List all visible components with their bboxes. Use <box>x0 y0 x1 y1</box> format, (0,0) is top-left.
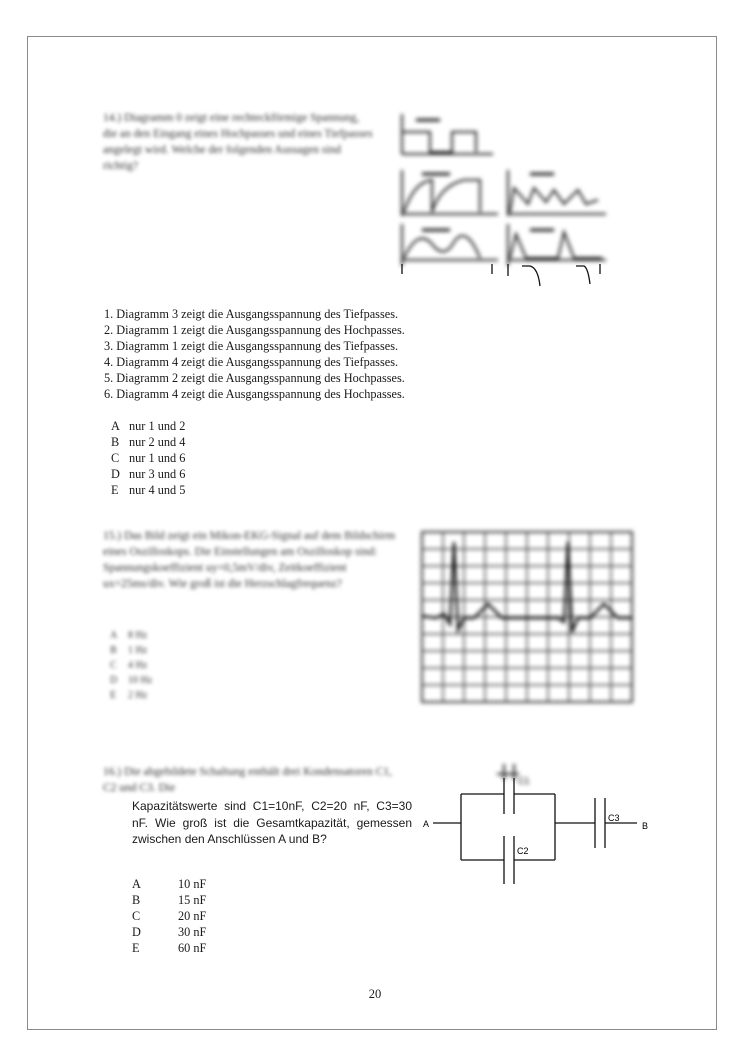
q16-answers <box>132 876 206 956</box>
q15-answers <box>110 628 152 703</box>
answer-option <box>110 643 152 658</box>
q14-answers <box>111 418 185 498</box>
answer-letter: E <box>110 690 117 701</box>
answer-text: nur 4 und 5 <box>129 483 186 497</box>
statement-6: 6. Diagramm 4 zeigt die Ausgangsspannung des Hochpasses. <box>104 387 405 402</box>
c1-label: C1 <box>518 776 530 786</box>
answer-text: 1 Hz <box>128 645 148 656</box>
answer-option <box>110 673 152 688</box>
answer-text: 10 Hz <box>128 675 153 686</box>
statement-1: 1. Diagramm 3 zeigt die Ausgangsspannung des Tiefpasses. <box>104 307 399 321</box>
q14-prompt: 14.) Diagramm 0 zeigt eine rechteckförmige Spannung, die an den Eingang eines Hochpasses und eines Tiefpasses angelegt wird. Welche der folgenden Aussagen sind richtig? <box>103 112 373 172</box>
terminal-b-label: B <box>642 821 649 831</box>
answer-letter: D <box>132 925 141 939</box>
page-number: 20 <box>368 987 382 1001</box>
answer-option <box>132 924 206 940</box>
q16-prompt: Kapazitätswerte sind C1=10nF, C2=20 nF, C3=30 nF. Wie groß ist die Gesamtkapazität, gemessen zwischen den Anschlüssen A und B? <box>132 799 412 846</box>
statement-5: 5. Diagramm 2 zeigt die Ausgangsspannung des Hochpasses. <box>104 371 405 386</box>
answer-option <box>110 658 152 673</box>
answer-text: nur 2 und 4 <box>129 435 186 449</box>
answer-letter: A <box>110 630 118 641</box>
answer-letter: B <box>110 645 117 656</box>
answer-option <box>111 434 185 450</box>
oscilloscope-ecg <box>418 528 638 708</box>
answer-option <box>110 628 152 643</box>
answer-text: nur 1 und 6 <box>129 451 186 465</box>
c3-label: C3 <box>608 813 620 823</box>
terminal-a-label: A <box>423 819 430 829</box>
answer-option <box>111 450 185 466</box>
answer-letter: B <box>132 893 141 907</box>
answer-text: 15 nF <box>178 893 207 907</box>
answer-letter: C <box>111 451 120 465</box>
answer-letter: B <box>111 435 120 449</box>
q16-prompt-hidden: 16.) Die abgebildete Schaltung enthält drei Kondensatoren C1, C2 und C3. Die <box>103 766 393 794</box>
answer-letter: A <box>132 877 141 891</box>
answer-option <box>111 482 185 498</box>
answer-letter: D <box>111 467 120 481</box>
answer-letter: C <box>110 660 117 671</box>
statement-2: 2. Diagramm 1 zeigt die Ausgangsspannung des Hochpasses. <box>104 323 405 338</box>
answer-option <box>132 876 206 892</box>
answer-text: nur 1 und 2 <box>129 419 186 433</box>
q14-statements <box>104 306 405 403</box>
answer-option <box>111 418 185 434</box>
answer-letter: E <box>132 941 140 955</box>
q14-diagram-tail <box>388 262 610 292</box>
answer-option <box>110 688 152 703</box>
statement-3: 3. Diagramm 1 zeigt die Ausgangsspannung des Tiefpasses. <box>104 339 399 354</box>
answer-text: 2 Hz <box>128 690 148 701</box>
answer-text: nur 3 und 6 <box>129 467 186 481</box>
q15-prompt: 15.) Das Bild zeigt ein Mikon-EKG-Signal auf dem Bildschirm eines Oszilloskops. Die Einstellungen am Oszilloskop sind: Spannungskoeffizient uy=0,5mV/div, Zeitkoeffizient ux=25ms/div. Wie groß ist die Herzschlagfrequenz? <box>103 530 396 590</box>
answer-option <box>132 892 206 908</box>
answer-option <box>111 466 185 482</box>
answer-option <box>132 940 206 956</box>
answer-text: 60 nF <box>178 941 207 955</box>
answer-text: 20 nF <box>178 909 207 923</box>
answer-letter: E <box>111 483 119 497</box>
answer-text: 30 nF <box>178 925 207 939</box>
answer-letter: D <box>110 675 118 686</box>
answer-option <box>132 908 206 924</box>
statement-4: 4. Diagramm 4 zeigt die Ausgangsspannung des Tiefpasses. <box>104 355 399 370</box>
answer-text: 8 Hz <box>128 630 148 641</box>
answer-letter: C <box>132 909 141 923</box>
answer-text: 4 Hz <box>128 660 148 671</box>
capacitor-circuit <box>415 760 655 890</box>
c2-label: C2 <box>517 846 529 856</box>
answer-text: 10 nF <box>178 877 207 891</box>
answer-letter: A <box>111 419 120 433</box>
q14-diagrams <box>388 108 610 268</box>
